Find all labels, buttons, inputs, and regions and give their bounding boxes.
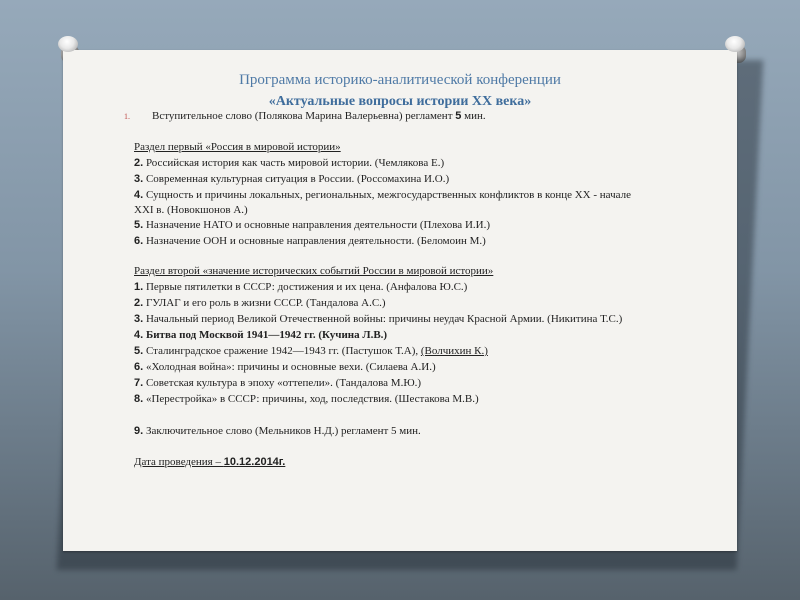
pushpin-icon xyxy=(725,36,747,62)
conference-subtitle: «Актуальные вопросы истории XX века» xyxy=(268,94,532,109)
list-item: 4. Сущность и причины локальных, региональных, межгосударственных конфликтов в конце XX - начале xyxy=(134,189,632,201)
list-item: 2. Российская история как часть мировой истории. (Чемлякова Е.) xyxy=(134,157,445,169)
list-item: 5. Назначение НАТО и основные направления деятельности (Плехова И.И.) xyxy=(134,219,490,231)
page-title: Программа историко-аналитической конференции xyxy=(239,72,561,88)
list-item: 6. «Холодная война»: причины и основные вехи. (Силаева А.И.) xyxy=(134,361,436,373)
closing-item: 9. Заключительное слово (Мельников Н.Д.) регламент 5 мин. xyxy=(134,425,421,437)
list-item: 2. ГУЛАГ и его роль в жизни СССР. (Тандалова А.С.) xyxy=(134,297,386,309)
list-item-continuation: XXI в. (Новокшонов А.) xyxy=(134,204,248,216)
list-item: 1. Первые пятилетки в СССР: достижения и их цена. (Анфалова Ю.С.) xyxy=(134,281,468,293)
event-date: Дата проведения – 10.12.2014г. xyxy=(134,456,286,468)
list-item: 7. Советская культура в эпоху «оттепели». (Тандалова М.Ю.) xyxy=(134,377,422,389)
pushpin-icon xyxy=(58,36,80,62)
list-item: 6. Назначение ООН и основные направления деятельности. (Беломоин М.) xyxy=(134,235,486,247)
list-item: 5. Сталинградское сражение 1942—1943 гг. (Пастушок Т.А), (Волчихин К.) xyxy=(134,345,488,357)
list-item: 4. Битва под Москвой 1941—1942 гг. (Кучина Л.В.) xyxy=(134,329,388,341)
section1-heading: Раздел первый «Россия в мировой истории» xyxy=(134,141,341,153)
list-item: 3. Начальный период Великой Отечественной войны: причины неудач Красной Армии. (Никитина Т.С.) xyxy=(134,313,623,325)
speaker-link: (Волчихин К.) xyxy=(420,345,488,357)
intro-item: Вступительное слово (Полякова Марина Валерьевна) регламент 5 мин. xyxy=(152,110,486,122)
section2-heading: Раздел второй «значение исторических событий России в мировой истории» xyxy=(134,265,494,277)
list-item: 8. «Перестройка» в СССР: причины, ход, последствия. (Шестакова М.В.) xyxy=(134,393,479,405)
list-number: 1. xyxy=(124,112,130,121)
list-item: 3. Современная культурная ситуация в России. (Россомахина И.О.) xyxy=(134,173,450,185)
